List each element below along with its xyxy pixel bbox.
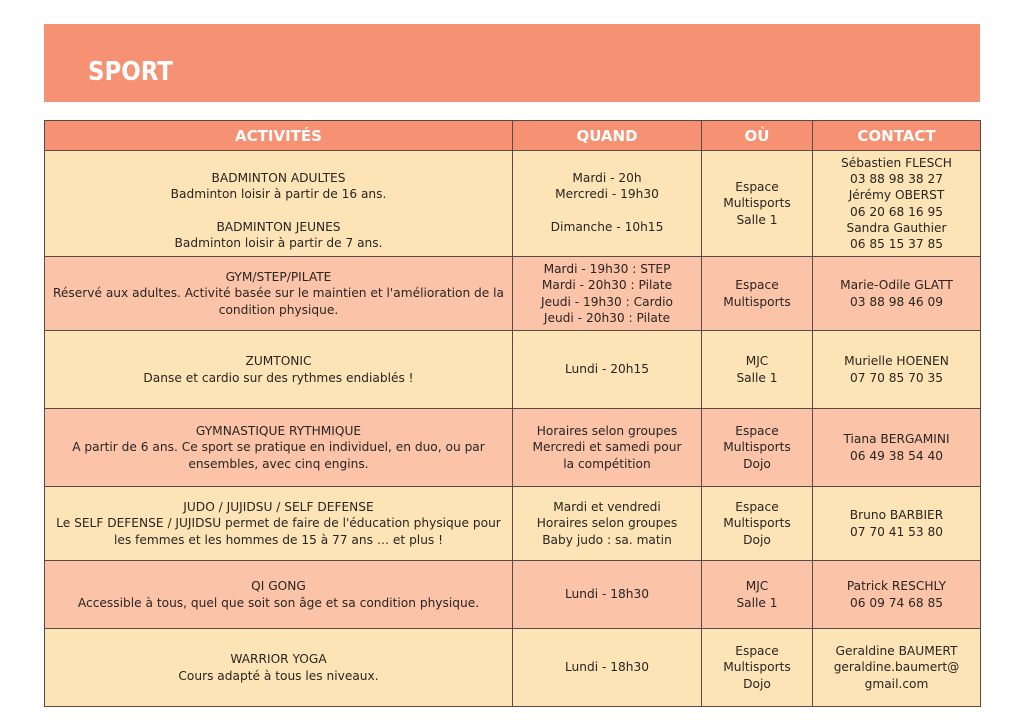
contact-cell [813,257,981,331]
page-title: SPORT [88,57,173,87]
activity-cell [45,151,513,257]
when-cell [513,629,702,707]
activity-cell [45,629,513,707]
schedule-line: Lundi - 18h30 [564,660,650,675]
location-line: Espace [735,424,779,439]
contact-email: geraldine.baumert@ [833,660,960,675]
contact-phone: 03 88 98 46 09 [849,294,944,309]
contact-cell [813,561,981,629]
schedule-line: Jeudi - 20h30 : Pilate [543,310,671,325]
contact-name: Tiana BERGAMINI [843,432,950,447]
table-row [45,409,981,487]
schedule-line: Mercredi - 19h30 [555,187,659,202]
table-row [45,561,981,629]
activity-name: GYMNASTIQUE RYTHMIQUE [195,424,362,439]
activity-description: Réservé aux adultes. Activité basée sur le maintien et l'amélioration de la condition physique. [52,286,505,317]
contact-cell [813,487,981,561]
contact-name: Jérémy OBERST [848,188,945,203]
contact-name: Geraldine BAUMERT [835,644,958,659]
activity-cell [45,257,513,331]
schedule-line: la compétition [563,456,651,471]
contact-cell [813,629,981,707]
where-cell [702,629,813,707]
table-row [45,487,981,561]
location-line: Dojo [743,532,771,547]
activity-description: Le SELF DEFENSE / JUJIDSU permet de faire de l'éducation physique pour les femmes et les hommes de 15 à 77 ans … et plus ! [56,516,501,547]
table-row [45,151,981,257]
activities-table [44,120,981,707]
contact-email: gmail.com [864,676,929,691]
contact-name: Sandra Gauthier [846,220,947,235]
contact-cell [813,331,981,409]
where-cell [702,257,813,331]
when-cell [513,487,702,561]
activity-description: A partir de 6 ans. Ce sport se pratique en individuel, en duo, ou par ensembles, avec cinq engins. [72,440,485,471]
location-line: Dojo [743,676,771,691]
where-cell [702,151,813,257]
contact-name: Bruno BARBIER [849,508,944,523]
where-cell [702,561,813,629]
header-contact: CONTACT [813,121,981,151]
contact-name: Murielle HOENEN [844,354,949,369]
schedule-line: Mardi - 20h [572,171,642,186]
schedule-line: Lundi - 18h30 [564,587,650,602]
table-row [45,257,981,331]
contact-name: Sébastien FLESCH [841,155,952,170]
activity-name: WARRIOR YOGA [230,652,327,667]
table-header-row [45,121,981,151]
activity-description: Danse et cardio sur des rythmes endiablés ! [143,370,414,385]
location-line: Espace [735,278,779,293]
activity-description: Badminton loisir à partir de 16 ans. [170,187,387,202]
schedule-line: Baby judo : sa. matin [542,532,672,547]
contact-phone: 06 20 68 16 95 [849,204,944,219]
table-row [45,331,981,409]
where-cell [702,409,813,487]
activity-description: Cours adapté à tous les niveaux. [178,668,379,683]
activity-description: Accessible à tous, quel que soit son âge et sa condition physique. [77,595,480,610]
activity-cell [45,331,513,409]
where-cell [702,331,813,409]
location-line: Multisports [723,440,791,455]
location-line: Espace [735,500,779,515]
schedule-line: Mardi - 19h30 : STEP [543,262,671,277]
contact-phone: 07 70 41 53 80 [849,524,944,539]
activity-description: Badminton loisir à partir de 7 ans. [174,235,383,250]
schedule-line: Mardi - 20h30 : Pilate [541,278,673,293]
activity-name: GYM/STEP/PILATE [225,270,332,285]
contact-cell [813,151,981,257]
schedule-line: Mardi et vendredi [553,500,661,515]
contact-phone: 07 70 85 70 35 [849,370,944,385]
activity-cell [45,487,513,561]
header-where: OÙ [702,121,813,151]
schedule-line: Jeudi - 19h30 : Cardio [540,294,674,309]
contact-phone: 06 09 74 68 85 [849,595,944,610]
activity-name: BADMINTON JEUNES [216,219,341,234]
activity-name: JUDO / JUJIDSU / SELF DEFENSE [183,500,374,515]
location-line: Espace [735,644,779,659]
location-line: MJC [745,354,769,369]
location-line: Multisports [723,516,791,531]
activity-name: QI GONG [251,579,306,594]
schedule-line: Horaires selon groupes [536,424,678,439]
header-activities: ACTIVITÉS [45,121,513,151]
table-row [45,629,981,707]
where-cell [702,487,813,561]
schedule-line: Lundi - 20h15 [564,362,650,377]
when-cell [513,331,702,409]
activity-cell [45,561,513,629]
when-cell [513,561,702,629]
when-cell [513,409,702,487]
schedule-line: Mercredi et samedi pour [532,440,682,455]
contact-cell [813,409,981,487]
activity-name: ZUMTONIC [245,354,312,369]
page-header-banner [44,24,980,102]
location-line: Multisports [723,294,791,309]
contact-phone: 06 85 15 37 85 [849,236,944,251]
location-line: Multisports [723,196,791,211]
activity-name: BADMINTON ADULTES [211,171,346,186]
contact-name: Marie-Odile GLATT [840,278,953,293]
activity-cell [45,409,513,487]
location-line: Salle 1 [736,370,778,385]
location-line: MJC [745,579,769,594]
when-cell [513,151,702,257]
schedule-line: Dimanche - 10h15 [550,219,664,234]
schedule-line: Horaires selon groupes [536,516,678,531]
location-line: Dojo [743,456,771,471]
contact-phone: 03 88 98 38 27 [849,172,944,187]
contact-name: Patrick RESCHLY [846,579,947,594]
location-line: Multisports [723,660,791,675]
contact-phone: 06 49 38 54 40 [849,448,944,463]
when-cell [513,257,702,331]
location-line: Espace [735,180,779,195]
header-when: QUAND [513,121,702,151]
location-line: Salle 1 [736,212,778,227]
location-line: Salle 1 [736,595,778,610]
